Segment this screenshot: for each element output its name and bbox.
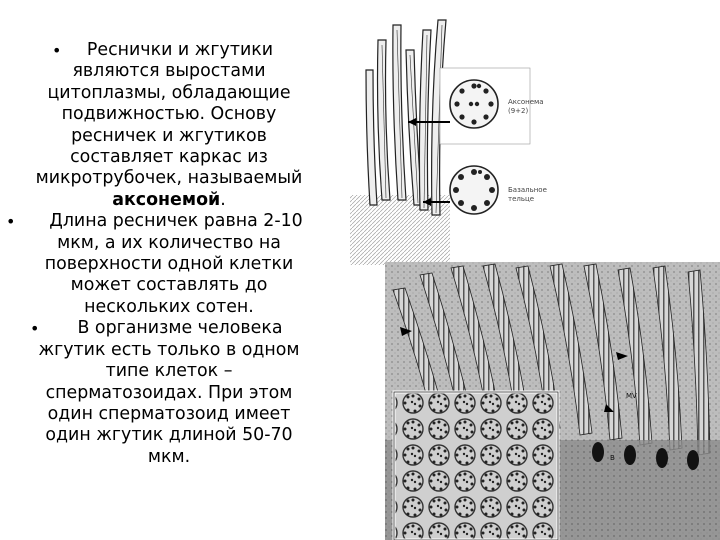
text-line: микротрубочек, называемый: [35, 168, 303, 189]
text-line: типе клеток –: [105, 361, 233, 382]
text-line: один сперматозоид имеет: [47, 403, 291, 424]
text-line: цитоплазмы, обладающие: [47, 82, 291, 103]
text-line: Реснички и жгутики: [86, 40, 274, 60]
bullet-marker: •: [6, 212, 16, 232]
text-line: сперматозоидах. При этом: [45, 382, 293, 403]
mv-label: MV: [626, 392, 637, 400]
drawn-cilia: [350, 20, 450, 265]
axoneme-formula-label: (9+2): [508, 107, 529, 115]
basal-body-label-2: тельце: [508, 195, 535, 203]
text-line: жгутик есть только в одном: [38, 339, 300, 360]
paragraph-cilia-definition: [8, 40, 330, 211]
basal-body-label: Базальное: [508, 186, 547, 194]
text-line: [8, 190, 330, 211]
text-line: составляет каркас из: [70, 147, 268, 168]
paragraph-flagellum: [8, 318, 330, 468]
text-line: мкм, а их количество на: [57, 232, 281, 253]
cilia-illustration: [348, 0, 720, 540]
text-line: поверхности одной клетки: [44, 254, 294, 275]
text-line: Длина ресничек равна 2-10: [49, 211, 303, 232]
cross-section-inset: [394, 392, 558, 540]
term-axoneme: аксонемой: [112, 189, 221, 210]
text-line: может составлять до: [70, 275, 268, 296]
slide-text: [8, 40, 330, 468]
text-line: нескольких сотен.: [84, 296, 254, 317]
paragraph-cilia-length: [8, 211, 330, 318]
axoneme-label: Аксонема: [508, 98, 544, 106]
term-suffix: .: [220, 189, 226, 210]
bullet-marker: •: [30, 319, 40, 339]
text-line: мкм.: [147, 446, 191, 467]
cilia-figure-svg: [348, 0, 720, 540]
text-line: подвижностью. Основу: [61, 104, 277, 125]
b-label: B: [610, 454, 615, 462]
text-line: один жгутик длиной 50-70: [45, 425, 293, 446]
bullet-marker: •: [52, 41, 62, 60]
text-line: В организме человека: [77, 318, 283, 339]
text-line: ресничек и жгутиков: [71, 125, 267, 146]
text-line: являются выростами: [72, 61, 266, 82]
